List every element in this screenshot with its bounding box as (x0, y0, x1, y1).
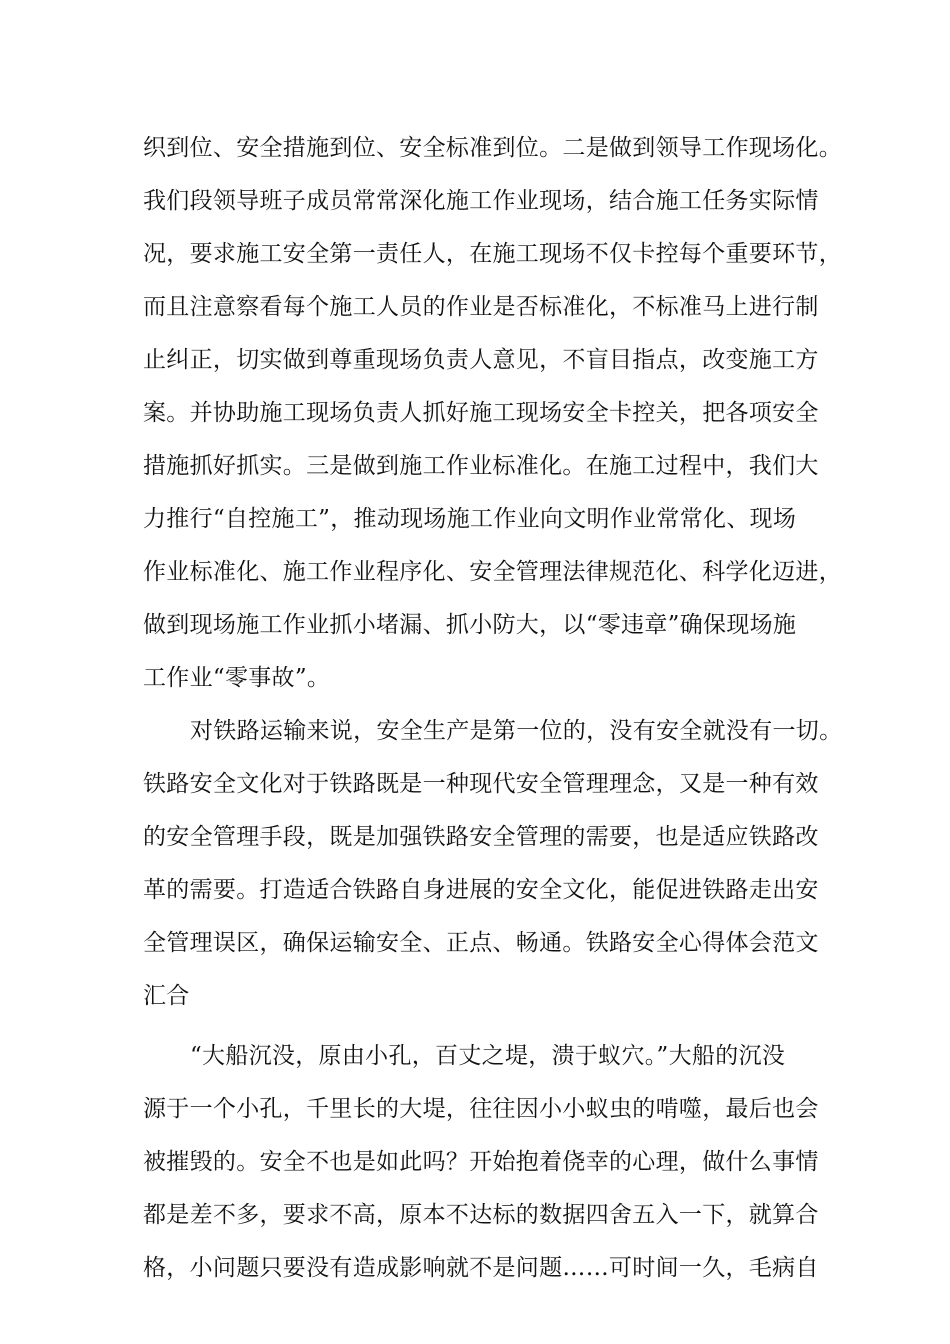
text-line: 止纠正，切实做到尊重现场负责人意见，不盲目指点，改变施工方 (143, 347, 819, 373)
text-line: 作业标准化、施工作业程序化、安全管理法律规范化、科学化迈进， (143, 559, 842, 585)
text-line: 案。并协助施工现场负责人抓好施工现场安全卡控关，把各项安全 (143, 400, 819, 426)
text-line: 工作业“零事故”。 (143, 665, 331, 691)
text-line: 铁路安全文化对于铁路既是一种现代安全管理理念，又是一种有效 (143, 771, 819, 797)
text-line: 而且注意察看每个施工人员的作业是否标准化，不标准马上进行制 (143, 294, 819, 320)
text-line: 力推行“自控施工”，推动现场施工作业向文明作业常常化、现场 (143, 506, 797, 532)
text-line: 格，小问题只要没有造成影响就不是问题……可时间一久，毛病自 (143, 1255, 819, 1281)
text-line: 都是差不多，要求不高，原本不达标的数据四舍五入一下，就算合 (143, 1202, 819, 1228)
text-line: 况，要求施工安全第一责任人，在施工现场不仅卡控每个重要环节， (143, 241, 842, 267)
text-line: 源于一个小孔，千里长的大堤，往往因小小蚁虫的啃噬，最后也会 (143, 1096, 819, 1122)
text-line: 对铁路运输来说，安全生产是第一位的，没有安全就没有一切。 (190, 718, 843, 744)
text-line: 织到位、安全措施到位、安全标准到位。二是做到领导工作现场化。 (143, 135, 842, 161)
text-line: 全管理误区，确保运输安全、正点、畅通。铁路安全心得体会范文 (143, 930, 819, 956)
text-line: 革的需要。打造适合铁路自身进展的安全文化，能促进铁路走出安 (143, 877, 819, 903)
text-line: 我们段领导班子成员常常深化施工作业现场，结合施工任务实际情 (143, 188, 819, 214)
text-line: 汇合 (143, 983, 190, 1009)
text-line: 被摧毁的。安全不也是如此吗？开始抱着侥幸的心理，做什么事情 (143, 1149, 819, 1175)
text-line: “大船沉没，原由小孔，百丈之堤，溃于蚁穴。”大船的沉没 (190, 1043, 786, 1069)
text-line: 措施抓好抓实。三是做到施工作业标准化。在施工过程中，我们大 (143, 453, 819, 479)
text-line: 做到现场施工作业抓小堵漏、抓小防大，以“零违章”确保现场施 (143, 612, 797, 638)
text-line: 的安全管理手段，既是加强铁路安全管理的需要，也是适应铁路改 (143, 824, 819, 850)
